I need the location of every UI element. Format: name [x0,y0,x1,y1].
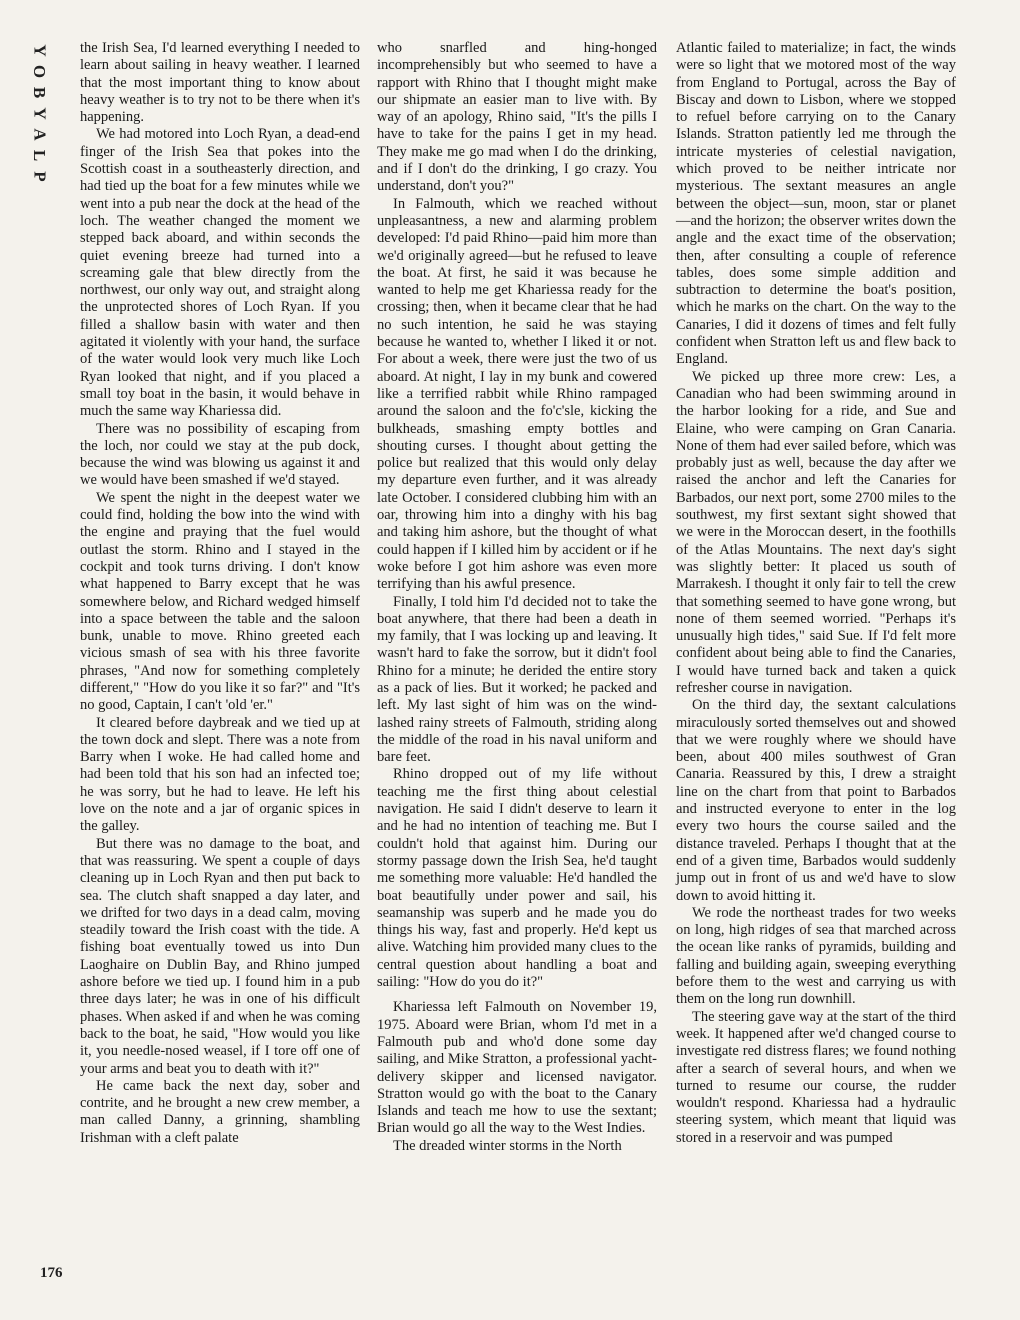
paragraph: In Falmouth, which we reached without unpleasantness, a new and alarming problem developed: I'd paid Rhino—paid him more than we'd originally agreed—but he refused to leave the boat. At first, he said it was because he wanted to help me get Khariessa ready for the crossing; then, when it became clear that he had no such intention, he said he was staying because he wanted to, whether I liked it or not. For about a week, there were just the two of us aboard. At night, I lay in my bunk and cowered like a terrified rabbit while Rhino rampaged around the saloon and the fo'c'sle, kicking the bulkheads, smashing empty bottles and shouting curses. I thought about getting the police but realized that this would only delay my departure even further, and it was already late October. I considered clubbing him with an oar, throwing him into a dinghy with his bag and taking him ashore, but the thought of what could happen if I killed him by accident or if he woke before I got him ashore was even more terrifying than his awful presence. [377,195,657,593]
masthead-letter: O [30,64,50,79]
paragraph: the Irish Sea, I'd learned everything I needed to learn about sailing in heavy weather. I learned that the most important thing to know about heavy weather is to try not to be there when it's happening. [80,40,360,126]
paragraph: Atlantic failed to materialize; in fact, the winds were so light that we motored most of the way from England to Portugal, across the Bay of Biscay and down to Lisbon, where we stopped to refuel before carrying on to the Canary Islands. Stratton patiently led me through the intricate mysteries of celestial navigation, which proved to be neither intricate nor mysterious. The sextant measures an angle between the object—sun, moon, star or planet—and the horizon; the observer writes down the angle and the exact time of the observation; then, after consulting a couple of reference tables, does some simple addition and subtraction to determine the boat's position, which he marks on the chart. On the way to the Canaries, I did it dozens of times and felt fully confident when Stratton left us and flew back to England. [676,40,956,368]
paragraph: We had motored into Loch Ryan, a dead-end finger of the Irish Sea that pokes into the Scottish coast in a southeasterly direction, and had tied up the boat for a few minutes while we went into a pub near the dock at the head of the loch. The weather changed the moment we stepped back aboard, and within seconds the quiet evening breeze had turned into a screaming gale that blew directly from the northwest, our only way out, and straight along the unprotected shores of Loch Ryan. If you filled a shallow basin with water and then agitated it violently with your hand, the surface of the water would look very much like Loch Ryan looked that night, and if you placed a small toy boat in the basin, it would behave in much the same way Khariessa did. [80,126,360,420]
masthead-letter: A [30,128,50,141]
masthead-letter: Y [30,107,50,120]
paragraph: It cleared before daybreak and we tied up at the town dock and slept. There was a note from Barry when I woke. He had called home and had been told that his son had an infected toe; he was sorry, but he had to leave. He left his love on the note and a jar of organic spices in the galley. [80,714,360,835]
paragraph: who snarfled and hing-honged incomprehensibly but who seemed to have a rapport with Rhino that I thought might make our shipmate an easier man to live with. By way of an apology, Rhino said, "It's the pills I have to take for the pains I get in my head. They make me go mad when I do the drinking, and if I don't do the drinking, I go crazy. You understand, don't you?" [377,40,657,195]
paragraph: The steering gave way at the start of the third week. It happened after we'd changed course to investigate red distress flares; we found nothing after a search of several hours, and when we turned to resume our course, the rudder wouldn't respond. Khariessa had a hydraulic steering system, which meant that liquid was stored in a reservoir and was pumped [676,1008,956,1146]
masthead-letter: L [30,149,50,162]
masthead-letter: Y [30,44,50,57]
text-column-1 [80,40,360,1147]
paragraph: Rhino dropped out of my life without teaching me the first thing about celestial navigation. He said I didn't deserve to learn it and he had no intention of teaching me. But I couldn't hold that against him. During our stormy passage down the Irish Sea, he'd taught me something more valuable: He'd handled the boat beautifully under power and sail, his seamanship was superb and he made you do things his way, fast and properly. He'd kept us alive. Watching him provided many clues to the central question about handling a boat and sailing: "How do you do it?" [377,766,657,991]
paragraph: Khariessa left Falmouth on November 19, 1975. Aboard were Brian, whom I'd met in a Falmouth pub and who'd done some day sailing, and Mike Stratton, a professional yacht-delivery skipper and licensed navigator. Stratton would go with the boat to the Canary Islands and teach me how to use the sextant; Brian would go all the way to the West Indies. [377,999,657,1137]
text-column-3 [676,40,956,1147]
paragraph: We spent the night in the deepest water we could find, holding the bow into the wind with the engine and praying that the fuel would outlast the storm. Rhino and I stayed in the cockpit and took turns driving. I don't know what happened to Barry except that he was somewhere below, and Richard wedged himself into a space between the table and the saloon bunk, unable to move. Rhino greeted each vicious smash of sea with his three favorite phrases, "And now for something completely different," "How do you like it so far?" and "It's no good, Captain, I can't 'old 'er." [80,489,360,714]
masthead-letter: B [30,86,50,99]
masthead-letter: P [30,171,50,182]
paragraph: But there was no damage to the boat, and that was reassuring. We spent a couple of days cleaning up in Loch Ryan and then put back to sea. The clutch shaft snapped a day later, and we drifted for two days in a dead calm, moving steadily toward the Irish coast with the tide. A fishing boat eventually towed us into Dun Laoghaire on Dublin Bay, and Rhino jumped ashore before we tied up. I found him in a pub three days later; he was in one of his difficult phases. When asked if and when he was coming back to the boat, he said, "How would you like it, you needle-nosed weasel, if I tore off one of your arms and beat you to death with it?" [80,835,360,1077]
paragraph: Finally, I told him I'd decided not to take the boat anywhere, that there had been a death in my family, that I was locking up and leaving. It wasn't hard to fake the sorrow, but it didn't fool Rhino for a minute; he derided the entire story as a pack of lies. But it worked; he packed and left. My last sight of him was on the wind-lashed rainy streets of Falmouth, striding along the middle of the road in his naval uniform and bare feet. [377,593,657,766]
page-number: 176 [40,1265,63,1281]
paragraph: We picked up three more crew: Les, a Canadian who had been swimming around in the harbor looking for a ride, and Sue and Elaine, who were camping on Gran Canaria. None of them had ever sailed before, which was probably just as well, because the day after we raised the anchor and left the Canaries for Barbados, our next port, some 2700 miles to the southwest, my first sextant sight showed that we were in the Moroccan desert, in the foothills of the Atlas Mountains. The next day's sight was slightly better: It placed us south of Marrakesh. I thought it only fair to tell the crew that something seemed to have gone wrong, but none of them seemed worried. "Perhaps it's unusually high tides," said Sue. If I'd felt more confident about being able to find the Canaries, I would have turned back and taken a quick refresher course in navigation. [676,368,956,696]
text-column-2 [377,40,657,1155]
paragraph: We rode the northeast trades for two weeks on long, high ridges of sea that marched across the ocean like ranks of pyramids, building and falling and building again, sweeping everything before them to the west and carrying us with them on the long run downhill. [676,904,956,1008]
paragraph: He came back the next day, sober and contrite, and he brought a new crew member, a man called Danny, a grinning, shambling Irishman with a cleft palate [80,1077,360,1146]
paragraph: There was no possibility of escaping from the loch, nor could we stay at the pub dock, because the wind was blowing us against it and we would have been smashed if we'd stayed. [80,420,360,489]
paragraph: On the third day, the sextant calculations miraculously sorted themselves out and showed that we were roughly where we should have been, about 400 miles southwest of Gran Canaria. Reassured by this, I drew a straight line on the chart from that point to Barbados and instructed everyone to enter in the log every two hours the course sailed and the distance traveled. Perhaps I thought that at the end of a given time, Barbados would suddenly jump out in front of us and we'd have to slow down to avoid hitting it. [676,697,956,904]
playboy-masthead [30,40,50,187]
paragraph: The dreaded winter storms in the North [393,1137,622,1154]
